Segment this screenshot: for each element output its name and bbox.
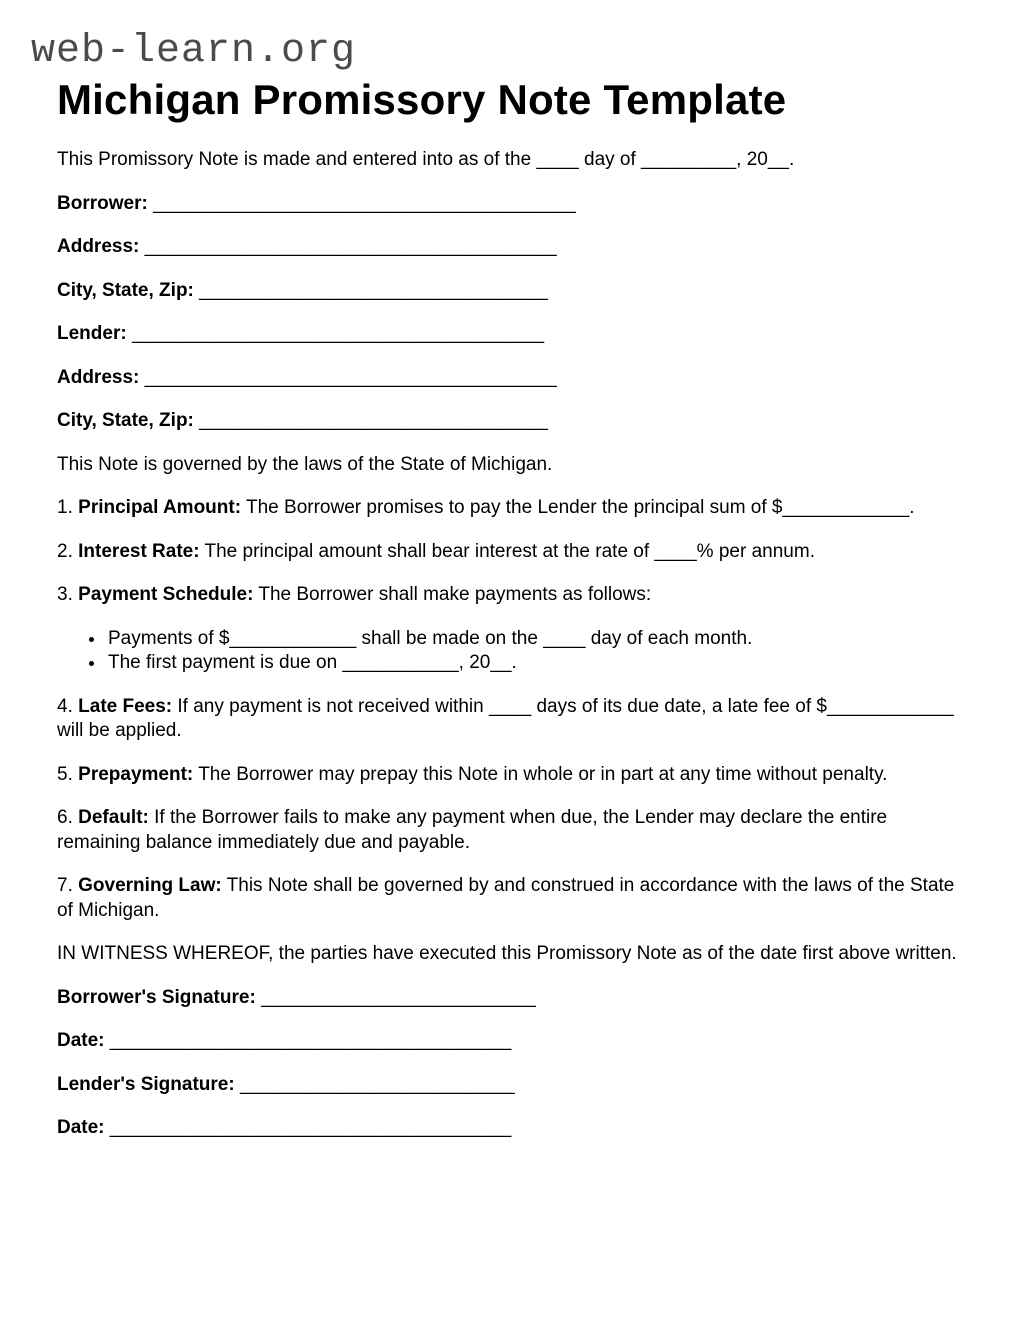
section-interest-rate-number: 2.: [57, 540, 73, 562]
field-lender-blank: _______________________________________: [131, 323, 545, 344]
field-lender-signature-blank: __________________________: [239, 1073, 515, 1095]
section-interest-rate: [57, 540, 963, 565]
field-lender-signature-label: Lender's Signature:: [57, 1073, 235, 1095]
field-lender-address: [57, 366, 963, 391]
section-payment-schedule-title: Payment Schedule:: [78, 584, 254, 605]
field-lender: [57, 322, 963, 347]
field-lender-city-state-zip-label: City, State, Zip:: [57, 410, 194, 431]
field-borrower-address-blank: _______________________________________: [144, 236, 557, 257]
field-lender-address-blank: _______________________________________: [144, 366, 557, 388]
section-principal-amount: [57, 496, 963, 521]
field-lender-date: [57, 1116, 963, 1141]
field-borrower-signature: [57, 986, 963, 1011]
governing-statement: This Note is governed by the laws of the State of Michigan.: [57, 453, 553, 475]
field-lender-label: Lender:: [57, 323, 127, 344]
payment-schedule-bullets: [57, 627, 963, 676]
field-borrower-signature-blank: __________________________: [261, 986, 536, 1008]
field-borrower-city-state-zip: [57, 279, 963, 304]
field-borrower-date-label: Date:: [57, 1030, 105, 1051]
field-borrower-address: [57, 235, 963, 260]
field-borrower-label: Borrower:: [57, 192, 148, 214]
section-principal-amount-text: The Borrower promises to pay the Lender the principal sum of $____________.: [246, 497, 915, 518]
section-governing-law-number: 7.: [57, 875, 73, 896]
section-late-fees-title: Late Fees:: [78, 695, 173, 717]
field-borrower-date-blank: ______________________________________: [109, 1030, 512, 1051]
section-interest-rate-title: Interest Rate:: [78, 540, 200, 562]
section-late-fees-number: 4.: [57, 695, 73, 717]
field-lender-date-blank: ______________________________________: [109, 1117, 512, 1138]
section-prepayment-text: The Borrower may prepay this Note in whole or in part at any time without penalty.: [198, 763, 888, 785]
section-governing-law: [57, 874, 963, 923]
section-payment-schedule-text: The Borrower shall make payments as follows:: [258, 584, 652, 605]
field-lender-signature: [57, 1073, 963, 1098]
section-governing-law-title: Governing Law:: [78, 875, 222, 896]
section-governing-law-text: This Note shall be governed by and construed in accordance with the laws of the State of Michigan.: [57, 875, 955, 921]
witness-clause: IN WITNESS WHEREOF, the parties have executed this Promissory Note as of the date first above written.: [57, 943, 957, 964]
section-prepayment-number: 5.: [57, 763, 73, 785]
field-lender-address-label: Address:: [57, 366, 140, 388]
section-late-fees-text: If any payment is not received within ____ days of its due date, a late fee of $____________ will be applied.: [57, 695, 954, 741]
section-payment-schedule-number: 3.: [57, 584, 73, 605]
section-default: [57, 806, 963, 855]
section-principal-amount-title: Principal Amount:: [78, 497, 242, 518]
site-name: web-learn.org: [31, 29, 357, 74]
section-interest-rate-text: The principal amount shall bear interest at the rate of ____% per annum.: [204, 540, 815, 562]
field-borrower-address-label: Address:: [57, 236, 140, 257]
section-payment-schedule: [57, 583, 963, 608]
section-default-title: Default:: [78, 807, 149, 828]
field-borrower-signature-label: Borrower's Signature:: [57, 986, 256, 1008]
section-principal-amount-number: 1.: [57, 497, 73, 518]
bullet-payment-amount: • Payments of $____________ shall be made on the ____ day of each month.: [106, 627, 963, 652]
field-lender-city-state-zip: [57, 409, 963, 434]
field-lender-date-label: Date:: [57, 1117, 105, 1138]
field-borrower: [57, 192, 963, 217]
intro-paragraph: This Promissory Note is made and entered into as of the ____ day of _________, 20__.: [57, 149, 795, 170]
section-default-number: 6.: [57, 807, 73, 828]
field-borrower-city-state-zip-label: City, State, Zip:: [57, 279, 194, 301]
section-late-fees: [57, 695, 963, 744]
section-default-text: If the Borrower fails to make any payment when due, the Lender may declare the entire remaining balance immediately due and payable.: [57, 807, 888, 853]
field-borrower-date: [57, 1029, 963, 1054]
field-lender-city-state-zip-blank: _________________________________: [199, 410, 548, 431]
section-prepayment-title: Prepayment:: [78, 763, 194, 785]
bullet-first-payment: • The first payment is due on ___________, 20__.: [106, 651, 963, 676]
field-borrower-city-state-zip-blank: _________________________________: [199, 279, 548, 301]
section-prepayment: [57, 763, 963, 788]
field-borrower-blank: ________________________________________: [153, 192, 576, 214]
document-title: Michigan Promissory Note Template: [57, 76, 787, 123]
